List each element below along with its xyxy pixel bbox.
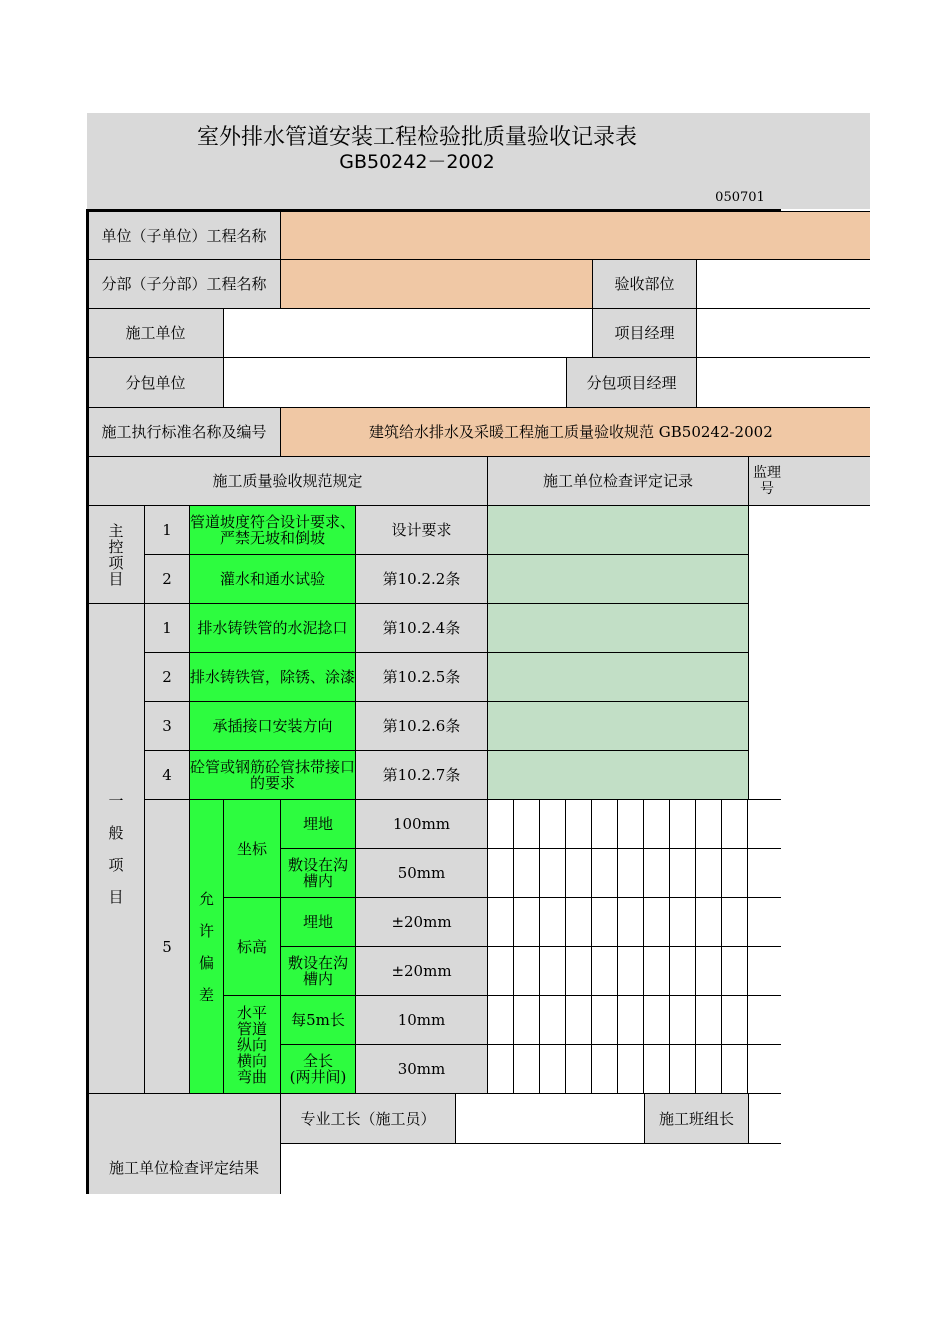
measurement-cell[interactable] xyxy=(695,995,722,1045)
sub-project-field[interactable] xyxy=(280,259,593,309)
page-title: 室外排水管道安装工程检验批质量验收记录表 xyxy=(196,125,637,150)
general-item-1-record[interactable] xyxy=(487,603,749,653)
measurement-cell[interactable] xyxy=(669,1044,696,1094)
measurement-cell[interactable] xyxy=(721,1044,748,1094)
measurement-cell[interactable] xyxy=(669,848,696,898)
deviation-group-bending: 水平管道纵向横向弯曲 xyxy=(223,995,281,1094)
measurement-cell[interactable] xyxy=(643,848,670,898)
measurement-cell[interactable] xyxy=(513,799,540,849)
subcontractor-label: 分包单位 xyxy=(87,357,224,408)
measurement-cell[interactable] xyxy=(513,946,540,996)
measurement-cell[interactable] xyxy=(721,897,748,947)
general-item-3-desc: 承插接口安装方向 xyxy=(189,701,356,751)
measurement-cell[interactable] xyxy=(513,897,540,947)
measurement-cell[interactable] xyxy=(565,897,592,947)
constructor-field[interactable] xyxy=(223,308,593,358)
general-item-2-desc: 排水铸铁管，除锈、涂漆 xyxy=(189,652,356,702)
measurement-cell[interactable] xyxy=(539,799,566,849)
measurement-cell[interactable] xyxy=(695,1044,722,1094)
table-left-border xyxy=(86,209,89,1194)
measurement-cell[interactable] xyxy=(487,848,514,898)
measurement-cell[interactable] xyxy=(721,995,748,1045)
measurement-cell[interactable] xyxy=(747,848,781,898)
deviation-value-1: 100mm xyxy=(355,799,488,849)
measurement-cell[interactable] xyxy=(643,946,670,996)
deviation-sub-4: 敷设在沟槽内 xyxy=(280,946,356,996)
general-item-3-record[interactable] xyxy=(487,701,749,751)
result-label: 施工单位检查评定结果 xyxy=(87,1093,281,1194)
measurement-cell[interactable] xyxy=(695,897,722,947)
main-item-2-desc: 灌水和通水试验 xyxy=(189,554,356,604)
measurement-cell[interactable] xyxy=(617,897,644,947)
measurement-cell[interactable] xyxy=(669,799,696,849)
project-manager-field[interactable] xyxy=(696,308,870,358)
measurement-cell[interactable] xyxy=(591,799,618,849)
measurement-cell[interactable] xyxy=(617,799,644,849)
standard-code: GB50242－2002 xyxy=(339,151,495,173)
measurement-cell[interactable] xyxy=(565,1044,592,1094)
deviation-value-6: 30mm xyxy=(355,1044,488,1094)
deviation-value-2: 50mm xyxy=(355,848,488,898)
measurement-cell[interactable] xyxy=(695,946,722,996)
main-item-1-clause: 设计要求 xyxy=(355,505,488,555)
main-item-2-clause: 第10.2.2条 xyxy=(355,554,488,604)
measurement-cell[interactable] xyxy=(643,799,670,849)
deviation-label: 允 许 偏 差 xyxy=(189,799,224,1094)
sub-project-manager-label: 分包项目经理 xyxy=(566,357,697,408)
general-item-1-no: 1 xyxy=(144,603,190,653)
general-item-4-record[interactable] xyxy=(487,750,749,800)
measurement-cell[interactable] xyxy=(565,946,592,996)
measurement-cell[interactable] xyxy=(487,897,514,947)
measurement-cell[interactable] xyxy=(617,1044,644,1094)
deviation-value-3: ±20mm xyxy=(355,897,488,947)
general-group-label: 一 般 项 目 xyxy=(87,603,145,1094)
general-item-1-clause: 第10.2.4条 xyxy=(355,603,488,653)
measurement-cell[interactable] xyxy=(487,799,514,849)
general-item-2-clause: 第10.2.5条 xyxy=(355,652,488,702)
measurement-cell[interactable] xyxy=(539,995,566,1045)
measurement-cell[interactable] xyxy=(747,995,781,1045)
measurement-cell[interactable] xyxy=(747,897,781,947)
measurement-cell[interactable] xyxy=(747,799,781,849)
result-content-area[interactable] xyxy=(280,1143,781,1194)
deviation-sub-1: 埋地 xyxy=(280,799,356,849)
sub-project-manager-field[interactable] xyxy=(696,357,870,408)
measurement-cell[interactable] xyxy=(669,897,696,947)
measurement-cell[interactable] xyxy=(487,1044,514,1094)
deviation-sub-6: 全长 (两井间) xyxy=(280,1044,356,1094)
unit-project-label: 单位（子单位）工程名称 xyxy=(87,211,281,260)
general-item-3-clause: 第10.2.6条 xyxy=(355,701,488,751)
record-header: 施工单位检查评定记录 xyxy=(487,456,749,506)
measurement-cell[interactable] xyxy=(643,995,670,1045)
measurement-cell[interactable] xyxy=(539,946,566,996)
measurement-cell[interactable] xyxy=(591,1044,618,1094)
measurement-cell[interactable] xyxy=(513,1044,540,1094)
deviation-value-4: ±20mm xyxy=(355,946,488,996)
measurement-cell[interactable] xyxy=(539,897,566,947)
constructor-label: 施工单位 xyxy=(87,308,224,358)
measurement-cell[interactable] xyxy=(591,995,618,1045)
general-item-4-desc: 砼管或钢筋砼管抹带接口的要求 xyxy=(189,750,356,800)
project-manager-label: 项目经理 xyxy=(592,308,697,358)
standard-name-value: 建筑给水排水及采暖工程施工质量验收规范 GB50242-2002 xyxy=(280,407,870,457)
measurement-cell[interactable] xyxy=(487,995,514,1045)
measurement-cell[interactable] xyxy=(643,897,670,947)
deviation-value-5: 10mm xyxy=(355,995,488,1045)
main-item-1-record[interactable] xyxy=(487,505,749,555)
deviation-no: 5 xyxy=(144,799,190,1094)
measurement-cell[interactable] xyxy=(591,897,618,947)
main-item-2-no: 2 xyxy=(144,554,190,604)
measurement-cell[interactable] xyxy=(565,799,592,849)
measurement-cell[interactable] xyxy=(617,946,644,996)
main-item-1-no: 1 xyxy=(144,505,190,555)
measurement-cell[interactable] xyxy=(591,946,618,996)
foreman-field[interactable] xyxy=(455,1093,645,1144)
measurement-cell[interactable] xyxy=(721,946,748,996)
main-item-1-desc: 管道坡度符合设计要求、严禁无坡和倒坡 xyxy=(189,505,356,555)
main-item-2-record[interactable] xyxy=(487,554,749,604)
general-item-2-no: 2 xyxy=(144,652,190,702)
measurement-cell[interactable] xyxy=(747,1044,781,1094)
measurement-cell[interactable] xyxy=(721,799,748,849)
general-item-4-no: 4 xyxy=(144,750,190,800)
deviation-sub-3: 埋地 xyxy=(280,897,356,947)
measurement-cell[interactable] xyxy=(747,946,781,996)
acceptance-location-label: 验收部位 xyxy=(592,259,697,309)
measurement-cell[interactable] xyxy=(539,1044,566,1094)
general-item-2-record[interactable] xyxy=(487,652,749,702)
foreman-label: 专业工长（施工员） xyxy=(280,1093,456,1144)
spec-header: 施工质量验收规范规定 xyxy=(87,456,488,506)
measurement-cell[interactable] xyxy=(513,848,540,898)
deviation-sub-5: 每5m长 xyxy=(280,995,356,1045)
deviation-group-coordinate: 坐标 xyxy=(223,799,281,898)
general-item-4-clause: 第10.2.7条 xyxy=(355,750,488,800)
deviation-sub-2: 敷设在沟槽内 xyxy=(280,848,356,898)
team-leader-field[interactable] xyxy=(748,1093,781,1144)
measurement-cell[interactable] xyxy=(695,799,722,849)
subcontractor-field[interactable] xyxy=(223,357,567,408)
form-code: 050701 xyxy=(715,190,765,205)
measurement-cell[interactable] xyxy=(617,848,644,898)
unit-project-field[interactable] xyxy=(280,211,870,260)
measurement-cell[interactable] xyxy=(617,995,644,1045)
measurement-cell[interactable] xyxy=(721,848,748,898)
measurement-cell[interactable] xyxy=(539,848,566,898)
team-leader-label: 施工班组长 xyxy=(644,1093,749,1144)
measurement-cell[interactable] xyxy=(695,848,722,898)
sub-project-label: 分部（子分部）工程名称 xyxy=(87,259,281,309)
general-item-3-no: 3 xyxy=(144,701,190,751)
measurement-cell[interactable] xyxy=(513,995,540,1045)
standard-name-label: 施工执行标准名称及编号 xyxy=(87,407,281,457)
main-control-group-label: 主 控 项 目 xyxy=(87,505,145,604)
measurement-cell[interactable] xyxy=(487,946,514,996)
measurement-cell[interactable] xyxy=(643,1044,670,1094)
measurement-cell[interactable] xyxy=(669,946,696,996)
measurement-cell[interactable] xyxy=(669,995,696,1045)
supervision-header: 监理 号 xyxy=(748,456,870,506)
deviation-group-elevation: 标高 xyxy=(223,897,281,996)
measurement-cell[interactable] xyxy=(591,848,618,898)
measurement-cell[interactable] xyxy=(565,848,592,898)
general-item-1-desc: 排水铸铁管的水泥捻口 xyxy=(189,603,356,653)
acceptance-location-field[interactable] xyxy=(696,259,870,309)
measurement-cell[interactable] xyxy=(565,995,592,1045)
